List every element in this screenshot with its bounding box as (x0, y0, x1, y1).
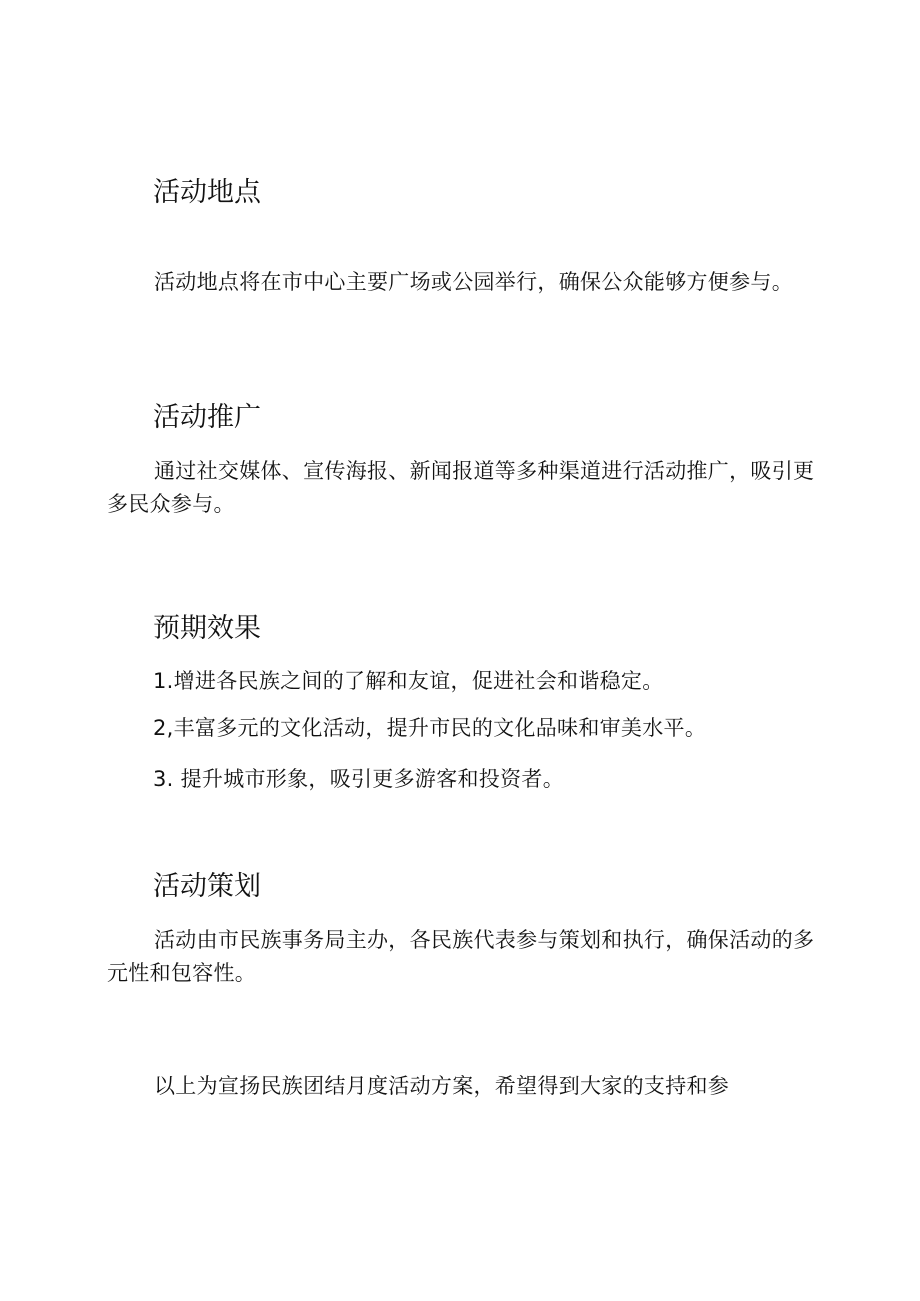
section-heading-planning: 活动策划 (153, 871, 261, 902)
closing-text: 以上为宣扬民族团结月度活动方案，希望得到大家的支持和参 (154, 1074, 730, 1098)
section-text-promotion: 通过社交媒体、宣传海报、新闻报道等多种渠道进行活动推广，吸引更多民众参与。 (107, 459, 815, 516)
effects-list-item: 1.增进各民族之间的了解和友谊，促进社会和谐稳定。 (153, 669, 664, 693)
section-heading-location: 活动地点 (153, 177, 261, 208)
section-text-location: 活动地点将在市中心主要广场或公园举行，确保公众能够方便参与。 (154, 270, 793, 294)
section-heading-promotion: 活动推广 (153, 402, 261, 433)
effects-list-item: 3. 提升城市形象，吸引更多游客和投资者。 (153, 767, 565, 791)
effects-list-item: 2,丰富多元的文化活动，提升市民的文化品味和审美水平。 (153, 716, 707, 740)
section-text-planning: 活动由市民族事务局主办，各民族代表参与策划和执行，确保活动的多元性和包容性。 (107, 928, 815, 985)
section-heading-effects: 预期效果 (153, 613, 261, 644)
